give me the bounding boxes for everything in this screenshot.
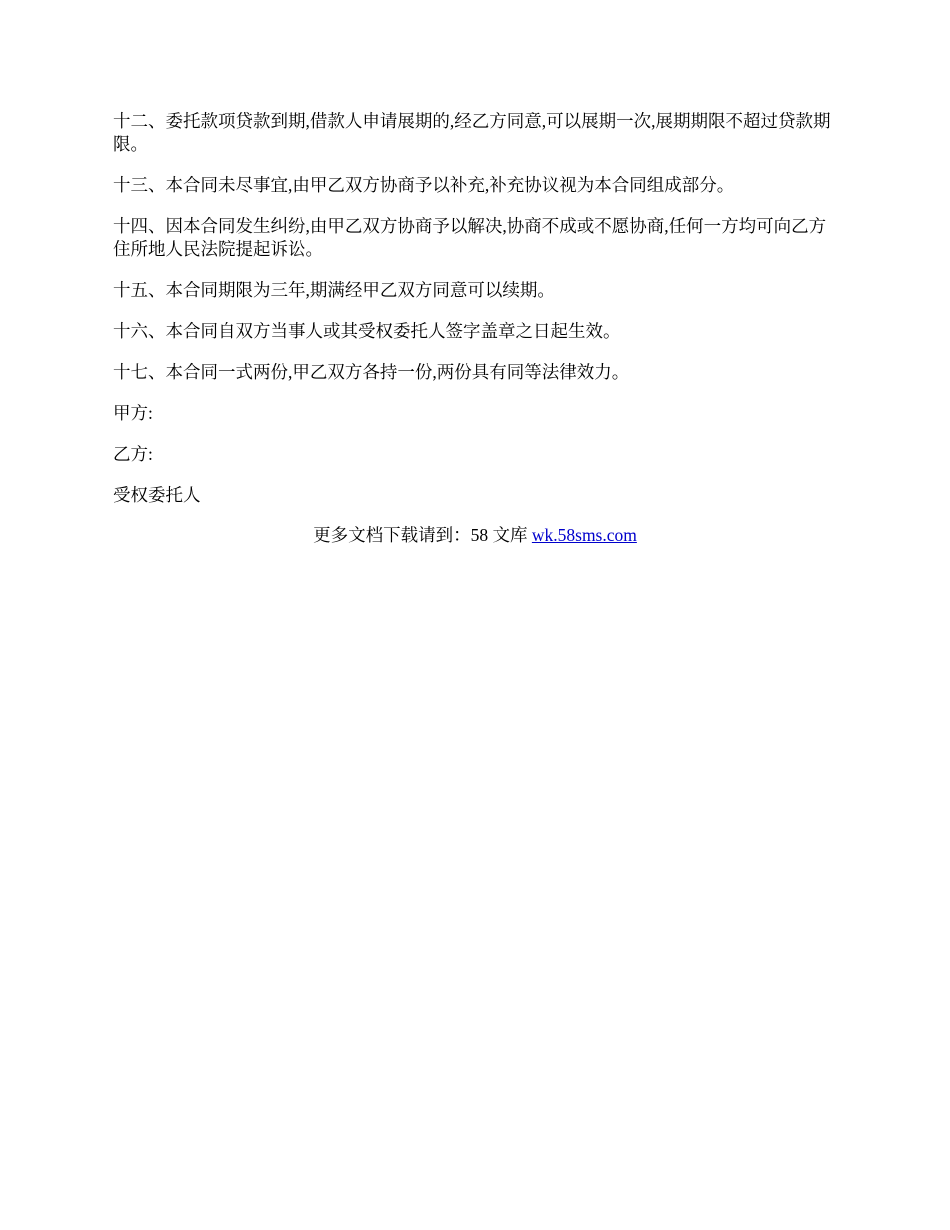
download-footer <box>0 522 950 548</box>
document-body <box>113 110 843 525</box>
party-a-label: 甲方: <box>113 403 153 423</box>
footer-prefix: 更多文档下载请到：58 文库 <box>313 525 532 545</box>
clause-12: 十二、委托款项贷款到期,借款人申请展期的,经乙方同意,可以展期一次,展期期限不超过贷款期限。 <box>113 111 831 154</box>
clause-13: 十三、本合同未尽事宜,由甲乙双方协商予以补充,补充协议视为本合同组成部分。 <box>113 175 735 195</box>
party-b-label: 乙方: <box>113 444 153 464</box>
clause-15: 十五、本合同期限为三年,期满经甲乙双方同意可以续期。 <box>113 280 555 300</box>
clause-16: 十六、本合同自双方当事人或其受权委托人签字盖章之日起生效。 <box>113 321 621 341</box>
clause-14: 十四、因本合同发生纠纷,由甲乙双方协商予以解决,协商不成或不愿协商,任何一方均可向乙方住所地人民法院提起诉讼。 <box>113 216 827 259</box>
clause-17: 十七、本合同一式两份,甲乙双方各持一份,两份具有同等法律效力。 <box>113 362 630 382</box>
footer-link[interactable]: wk.58sms.com <box>531 525 637 545</box>
authorized-agent-label: 受权委托人 <box>113 485 201 505</box>
